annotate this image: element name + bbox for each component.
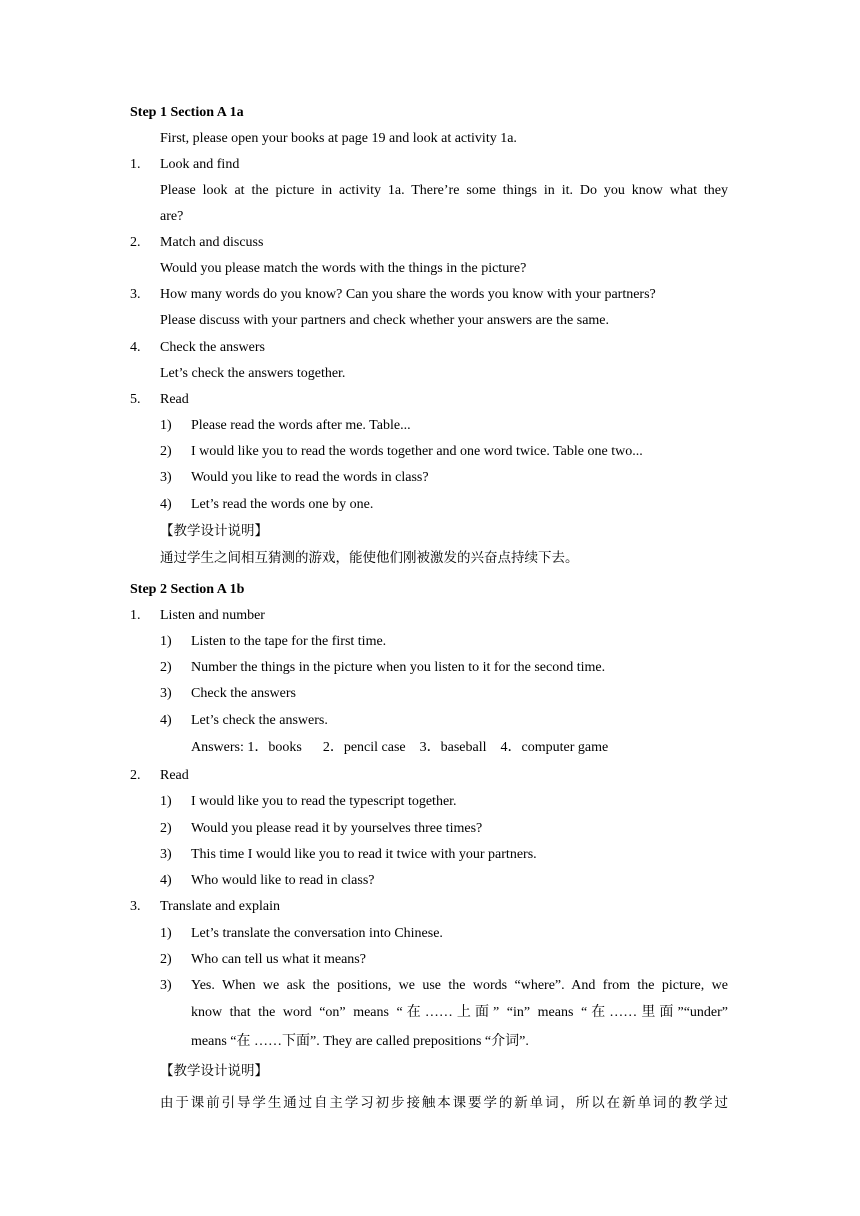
answers-line: Answers: 1．books 2．pencil case 3．baseball 4．computer game [191,740,609,755]
item-text: are? [160,209,184,224]
sub-number: 4) [160,713,172,728]
sub-number: 1) [160,794,172,809]
design-note-text: 通过学生之间相互猜测的游戏，能使他们刚被激发的兴奋点持续下去。 [160,550,579,566]
sub-number: 1) [160,634,172,649]
sub-text: I would like you to read the words together and one word twice. Table one two... [191,444,643,459]
sub-text: Number the things in the picture when you listen to it for the second time. [191,660,606,675]
item-title: Read [160,768,189,783]
step2-heading: Step 2 Section A 1b [130,582,245,597]
item-title: Check the answers [160,340,265,355]
item-title: Match and discuss [160,235,264,250]
item-title: Listen and number [160,608,265,623]
list-number: 4. [130,340,141,355]
design-note-label: 【教学设计说明】 [160,1063,268,1079]
sub-number: 3) [160,978,172,993]
sub-number: 1) [160,418,172,433]
sub-text: Yes. When we ask the positions, we use the words “where”. And from the picture, we [191,978,728,993]
sub-text: Please read the words after me. Table... [191,418,411,433]
sub-text: means “在 ……下面”. They are called prepositions “介词”. [191,1034,529,1049]
sub-number: 2) [160,952,172,967]
item-title: Look and find [160,157,240,172]
item-title: Read [160,392,189,407]
sub-text: Let’s read the words one by one. [191,497,374,512]
item-title: How many words do you know? Can you share the words you know with your partners? [160,287,656,302]
item-text: Please discuss with your partners and check whether your answers are the same. [160,313,610,328]
sub-number: 3) [160,686,172,701]
sub-number: 4) [160,873,172,888]
design-note-text: 由于课前引导学生通过自主学习初步接触本课要学的新单词，所以在新单词的教学过 [160,1095,728,1111]
item-text: Please look at the picture in activity 1a. There’re some things in it. Do you know what they [160,183,728,198]
item-text: Let’s check the answers together. [160,366,346,381]
sub-number: 4) [160,497,172,512]
list-number: 3. [130,899,141,914]
step1-heading: Step 1 Section A 1a [130,105,244,120]
list-number: 1. [130,157,141,172]
sub-text: Who would like to read in class? [191,873,375,888]
item-text: Would you please match the words with the things in the picture? [160,261,527,276]
sub-text: Would you like to read the words in class? [191,470,429,485]
sub-number: 3) [160,470,172,485]
sub-text: Listen to the tape for the first time. [191,634,387,649]
sub-number: 1) [160,926,172,941]
sub-number: 2) [160,660,172,675]
sub-text: Would you please read it by yourselves three times? [191,821,483,836]
design-note-label: 【教学设计说明】 [160,523,268,539]
sub-number: 2) [160,821,172,836]
sub-text: Who can tell us what it means? [191,952,366,967]
list-number: 2. [130,768,141,783]
sub-text: Let’s check the answers. [191,713,328,728]
sub-text: know that the word “on” means “在……上面” “in” means “在……里面”“under” [191,1005,728,1020]
sub-text: I would like you to read the typescript together. [191,794,457,809]
step1-intro: First, please open your books at page 19 and look at activity 1a. [160,131,517,146]
list-number: 3. [130,287,141,302]
list-number: 2. [130,235,141,250]
item-title: Translate and explain [160,899,281,914]
sub-text: Check the answers [191,686,296,701]
sub-text: This time I would like you to read it twice with your partners. [191,847,537,862]
sub-number: 3) [160,847,172,862]
sub-number: 2) [160,444,172,459]
list-number: 5. [130,392,141,407]
sub-text: Let’s translate the conversation into Chinese. [191,926,443,941]
list-number: 1. [130,608,141,623]
